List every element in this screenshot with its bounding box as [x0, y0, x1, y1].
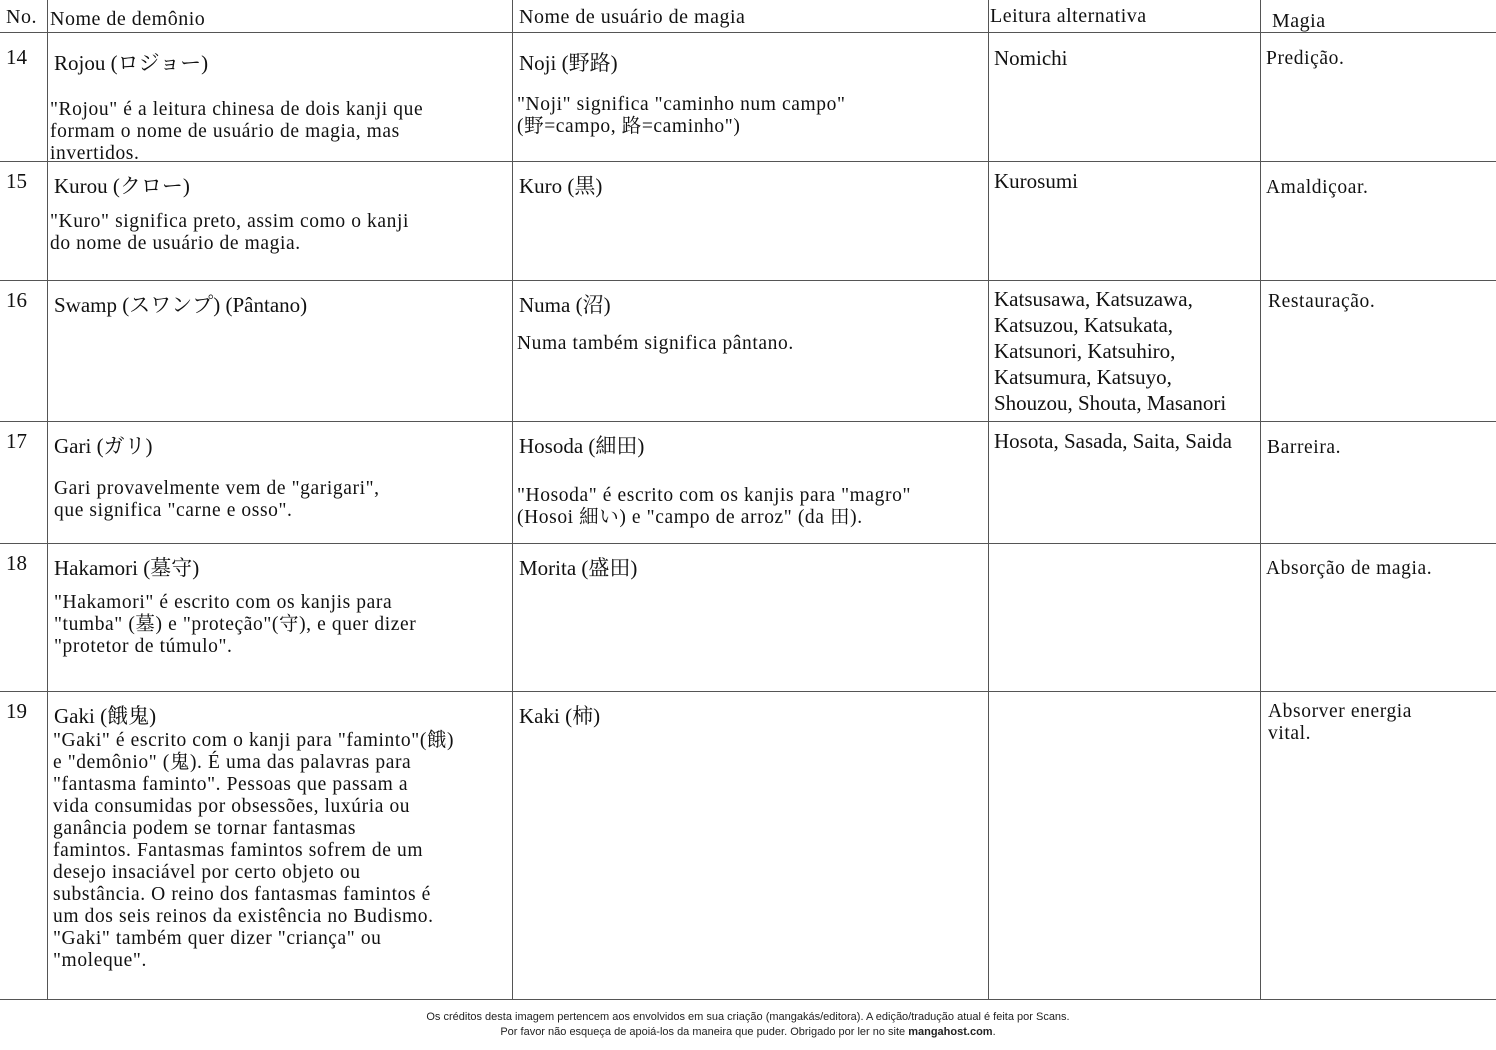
demon-name: Gaki (餓鬼)	[54, 704, 157, 728]
mage-name: Noji (野路)	[519, 51, 618, 75]
row-divider	[0, 543, 1496, 544]
row-number: 14	[6, 45, 27, 69]
alt-reading: Katsusawa, Katsuzawa, Katsuzou, Katsukata, Katsunori, Katsuhiro, Katsumura, Katsuyo, Shouzou, Shouta, Masanori	[994, 287, 1227, 415]
site-link[interactable]: mangahost.com	[908, 1026, 993, 1038]
credits-line: Os créditos desta imagem pertencem aos envolvidos em sua criação (mangakás/editora). A edição/tradução atual é feita por Scans.	[426, 1011, 1070, 1023]
demon-note: "Rojou" é a leitura chinesa de dois kanji que formam o nome de usuário de magia, mas invertidos.	[50, 99, 424, 164]
mage-note: "Hosoda" é escrito com os kanjis para "magro" (Hosoi 細い) e "campo de arroz" (da 田).	[517, 485, 912, 528]
row-number: 19	[6, 699, 27, 723]
header-mage-name: Nome de usuário de magia	[519, 6, 746, 28]
mage-name: Hosoda (細田)	[519, 434, 645, 458]
header-no: No.	[6, 6, 37, 28]
header-alt-reading: Leitura alternativa	[990, 5, 1147, 27]
demon-name: Rojou (ロジョー)	[54, 51, 209, 75]
alt-reading: Kurosumi	[994, 169, 1078, 193]
magic: Barreira.	[1267, 437, 1342, 458]
credits-line-2	[0, 1026, 1496, 1038]
magic: Restauração.	[1268, 291, 1376, 312]
credits-text: Por favor não esqueça de apoiá-los da maneira que puder. Obrigado por ler no site	[500, 1026, 909, 1038]
mage-note: "Noji" significa "caminho num campo" (野=campo, 路=caminho")	[517, 94, 846, 137]
demon-name: Hakamori (墓守)	[54, 556, 200, 580]
demon-name: Kurou (クロー)	[54, 174, 190, 198]
row-divider	[0, 999, 1496, 1000]
alt-reading: Hosota, Sasada, Saita, Saida	[994, 429, 1232, 453]
header-demon-name: Nome de demônio	[50, 8, 206, 30]
row-divider	[0, 421, 1496, 422]
magic: Absorver energia vital.	[1268, 701, 1413, 744]
alt-reading: Nomichi	[994, 46, 1068, 70]
row-number: 17	[6, 429, 27, 453]
demon-note: "Hakamori" é escrito com os kanjis para "tumba" (墓) e "proteção"(守), e quer dizer "protetor de túmulo".	[54, 592, 417, 657]
mage-name: Kaki (柿)	[519, 704, 601, 728]
row-number: 16	[6, 288, 27, 312]
demon-name: Swamp (スワンプ) (Pântano)	[54, 293, 308, 317]
demon-note: "Kuro" significa preto, assim como o kanji do nome de usuário de magia.	[50, 211, 410, 254]
mage-name: Morita (盛田)	[519, 556, 638, 580]
column-divider	[512, 0, 513, 1000]
row-divider	[0, 280, 1496, 281]
magic: Predição.	[1266, 48, 1345, 69]
column-divider	[1260, 0, 1261, 1000]
credits-period: .	[992, 1026, 996, 1038]
magic: Amaldiçoar.	[1266, 177, 1369, 198]
row-number: 15	[6, 169, 27, 193]
demon-note: Gari provavelmente vem de "garigari", que significa "carne e osso".	[54, 478, 380, 521]
demon-note: "Gaki" é escrito com o kanji para "faminto"(餓) e "demônio" (鬼). É uma das palavras para "fantasma faminto". Pessoas que passam a vida consumidas por obsessões, luxúria ou ganância podem se tornar fantasmas famintos. Fantasmas famintos sofrem de um desejo insaciável por certo objeto ou substância. O reino dos fantasmas famintos é um dos seis reinos da existência no Budismo. "Gaki" também quer dizer "criança" ou "moleque".	[53, 730, 455, 971]
magic: Absorção de magia.	[1266, 558, 1433, 579]
row-divider	[0, 691, 1496, 692]
mage-name: Numa (沼)	[519, 293, 611, 317]
header-magic: Magia	[1272, 10, 1326, 32]
column-divider	[988, 0, 989, 1000]
row-number: 18	[6, 551, 27, 575]
mage-name: Kuro (黒)	[519, 174, 603, 198]
mage-note: Numa também significa pântano.	[517, 333, 794, 354]
column-divider	[47, 0, 48, 1000]
demon-name: Gari (ガリ)	[54, 434, 153, 458]
